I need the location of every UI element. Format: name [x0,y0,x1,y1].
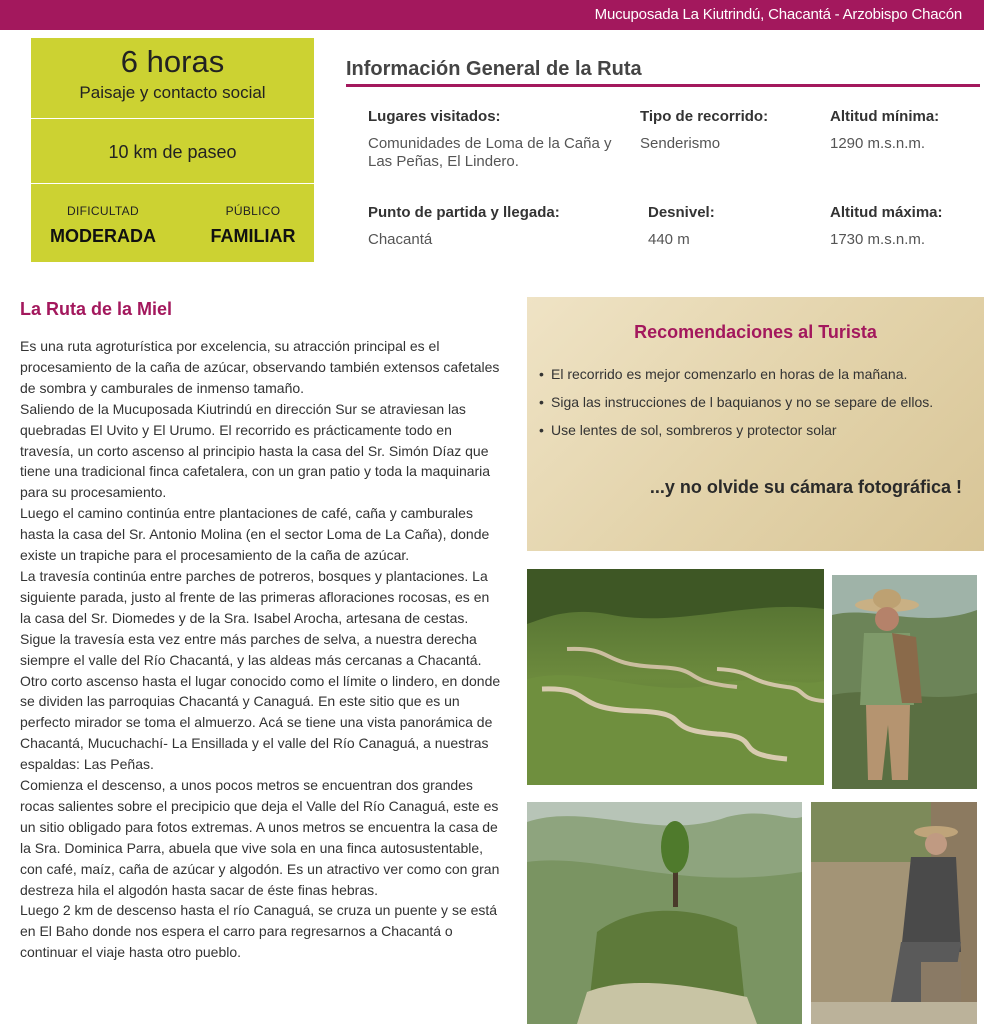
story-paragraph: Sigue la travesía esta vez entre más parches de selva, a nuestra derecha siempre el valle del Río Chacantá, y las aldeas más cercanas a Chacantá. [20,630,482,668]
info-value: Senderismo [640,135,721,152]
recommendation-item [539,416,933,444]
info-max-altitude [830,204,980,249]
info-label: Desnivel: [648,204,715,221]
recommendation-text: Siga las instrucciones de l baquianos y no se separe de ellos. [551,394,934,410]
info-label: Tipo de recorrido: [640,108,769,125]
info-value: 440 m [648,231,690,248]
bullet-icon: • [539,394,544,410]
recommendations-list [539,360,933,444]
mountain-tree-photo [527,802,802,1024]
story-paragraph: Luego el camino continúa entre plantaciones de café, caña y camburales hasta la casa del Sr. Antonio Molina (en el sector Loma de La Caña), donde existe un trapiche para el procesamiento de la caña de azúcar. [20,505,490,564]
info-label: Altitud máxima: [830,204,943,221]
elderly-woman-photo [811,802,977,1024]
info-elevation-gain [648,204,808,249]
info-label: Lugares visitados: [368,108,501,125]
info-min-altitude [830,108,980,153]
story-text [20,336,502,963]
audience-label: PÚBLICO [225,204,281,218]
distance: 10 km de paseo [108,142,237,162]
recommendation-item [539,360,933,388]
winding-road-valley-photo [527,569,824,785]
bullet-icon: • [539,366,544,382]
duration-section [31,38,314,119]
story-paragraph: Otro corto ascenso hasta el lugar conocido como el límite o lindero, en donde se dividen las parroquias Chacantá y Canaguá. En este sitio que es un perfecto mirador se toma el almuerzo. Acá se tiene una vista panorámica de Chacantá, Mucuchachí- La Ensillada y el valle del Río Canaguá, a nuestras espaldas: Las Peñas. [20,672,501,773]
info-places [368,108,618,171]
story-paragraph: Comienza el descenso, a unos pocos metros se encuentran dos grandes rocas salientes sobre el precipicio que deja el Valle del Río Canaguá, este es un sitio obligado para fotos extremas. A unos metros se encuentra la casa de la Sra. Dominica Parra, abuela que vive sola en una finca autosustentable, con café, maíz, caña de azúcar y algodón. Es un atractivo ver como con gran destreza hila el algodón hasta sacar de éste finas hebras. [20,777,500,898]
info-value: 1290 m.s.n.m. [830,135,926,152]
info-label: Altitud mínima: [830,108,940,125]
info-divider [346,84,980,87]
route-name: Mucuposada La Kiutrindú, Chacantá - Arzobispo Chacón [594,6,962,23]
info-value: 1730 m.s.n.m. [830,231,926,248]
duration: 6 horas [120,44,225,79]
info-value: Chacantá [368,231,433,248]
story-paragraph: Luego 2 km de descenso hasta el río Canaguá, se cruza un puente y se está en El Baho donde nos espera el carro para regresarnos a Chacantá o continuar el viaje hasta otro pueblo. [20,902,498,961]
difficulty-value: MODERADA [50,226,156,246]
man-with-hat-photo [832,575,977,789]
bullet-icon: • [539,422,544,438]
difficulty-stat [43,204,163,247]
recommendation-text: El recorrido es mejor comenzarlo en horas de la mañana. [551,366,908,382]
difficulty-label: DIFICULTAD [67,204,139,218]
story-paragraph: Es una ruta agroturística por excelencia, su atracción principal es el procesamiento de la caña de azúcar, observando también extensos cafetales de sombra y camburales de inmenso tamaño. [20,338,500,396]
camera-tagline: ...y no olvide su cámara fotográfica ! [649,477,962,497]
info-label: Punto de partida y llegada: [368,204,560,221]
recommendation-text: Use lentes de sol, sombreros y protector solar [551,422,837,438]
recommendations-title: Recomendaciones al Turista [634,322,877,342]
route-summary-box [31,38,314,262]
info-start-point [368,204,628,249]
story-paragraph: La travesía continúa entre parches de potreros, bosques y plantaciones. La siguiente parada, justo al frente de las primeras afloraciones rocosas, es en la casa del Sr. Diomedes y de la Sra. Isabel Arocha, artesana de cestas. [20,567,490,626]
story-paragraph: Saliendo de la Mucuposada Kiutrindú en dirección Sur se atraviesan las quebradas El Uvito y El Urumo. El recorrido es prácticamente todo en travesía, un corto ascenso al principio hasta la casa del Sr. Simón Díaz que tiene una tradicional finca cafetalera, con un gran patio y toda la maquinaria para su procesamiento. [20,400,491,501]
info-value: Comunidades de Loma de la Caña y Las Peñas, El Lindero. [368,135,612,170]
story-title: La Ruta de la Miel [20,299,173,319]
duration-subtitle: Paisaje y contacto social [79,83,266,102]
info-title: Información General de la Ruta [346,58,642,80]
audience-value: FAMILIAR [210,226,296,246]
recommendation-item [539,388,933,416]
recommendations-box [527,297,984,551]
distance-section [31,120,314,184]
top-banner [0,0,984,30]
audience-stat [193,204,313,247]
info-route-type [640,108,820,153]
